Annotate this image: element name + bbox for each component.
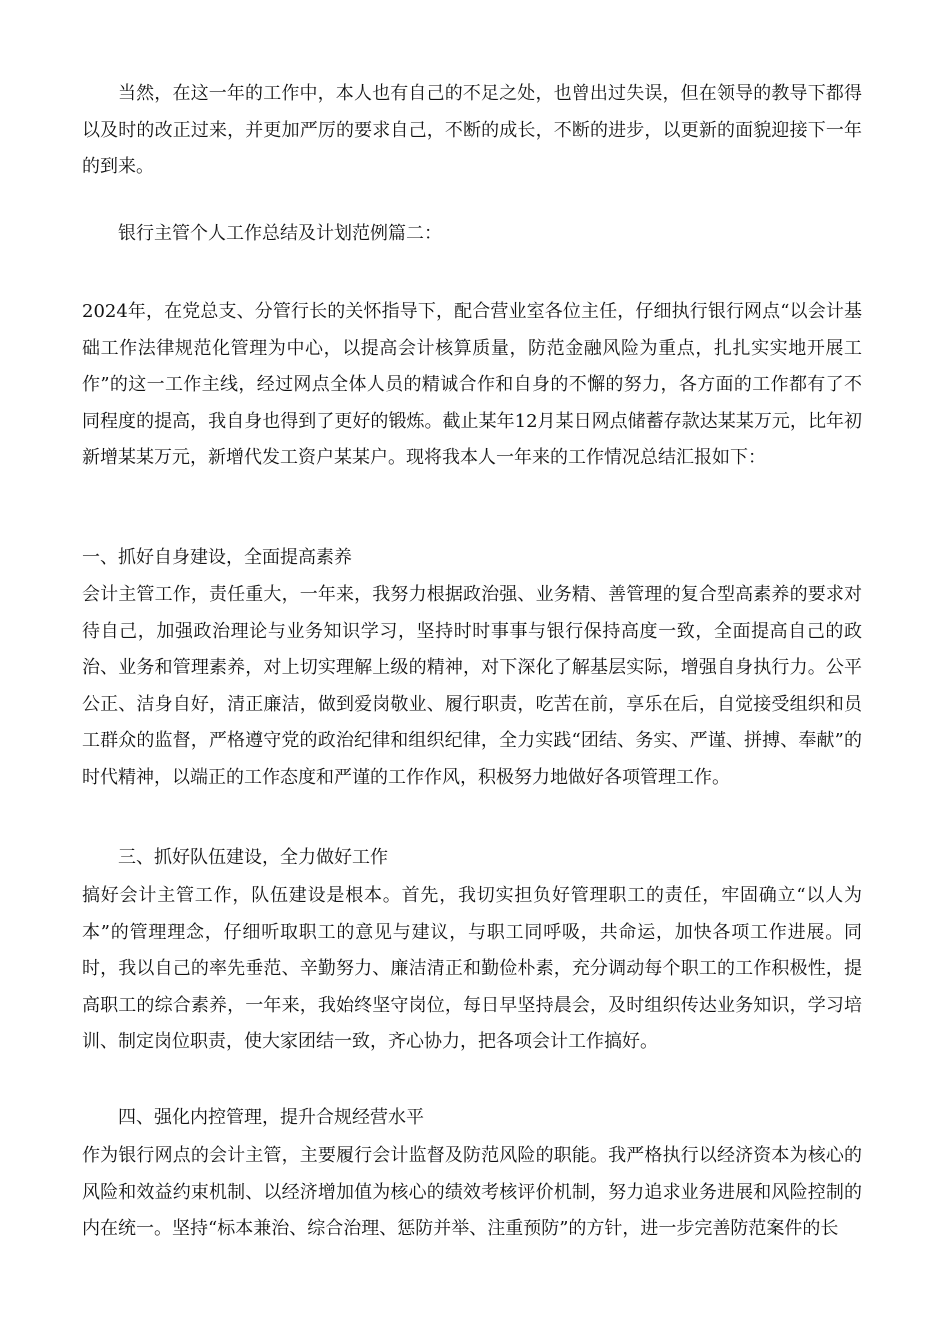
- paragraph-internal-control: 作为银行网点的会计主管，主要履行会计监督及防范风险的职能。我严格执行以经济资本为核心的风险和效益约束机制、以经济增加值为核心的绩效考核评价机制，努力追求业务进展和风险控制的内在统一。坚持“标本兼治、综合治理、惩防并举、注重预防”的方针，进一步完善防范案件的长: [82, 1145, 862, 1239]
- section-subtitle: 银行主管个人工作总结及计划范例篇二：: [118, 223, 442, 244]
- overview-paragraph: 2024年，在党总支、分管行长的关怀指导下，配合营业室各位主任，仔细执行银行网点“以会计基础工作法律规范化管理为中心，以提高会计核算质量，防范金融风险为重点，扎扎实实地开展工作”的这一工作主线，经过网点全体人员的精诚合作和自身的不懈的努力，各方面的工作都有了不同程度的提高，我自身也得到了更好的锻炼。截止某年12月某日网点储蓄存款达某某万元，比年初新增某某万元，新增代发工资户某某户。现将我本人一年来的工作情况总结汇报如下：: [82, 301, 862, 468]
- heading-team-building: 三、抓好队伍建设，全力做好工作: [118, 847, 388, 868]
- heading-internal-control: 四、强化内控管理，提升合规经营水平: [118, 1107, 424, 1128]
- paragraph-team-building: 搞好会计主管工作，队伍建设是根本。首先，我切实担负好管理职工的责任，牢固确立“以人为本”的管理理念，仔细听取职工的意见与建议，与职工同呼吸，共命运，加快各项工作进展。同时，我以自己的率先垂范、辛勤努力、廉洁清正和勤俭朴素，充分调动每个职工的工作积极性，提高职工的综合素养，一年来，我始终坚守岗位，每日早坚持晨会，及时组织传达业务知识，学习培训、制定岗位职责，使大家团结一致，齐心协力，把各项会计工作搞好。: [82, 885, 862, 1052]
- heading-self-building: 一、抓好自身建设，全面提高素养: [82, 547, 352, 568]
- paragraph-self-building: 会计主管工作，责任重大，一年来，我努力根据政治强、业务精、善管理的复合型高素养的要求对待自己，加强政治理论与业务知识学习，坚持时时事事与银行保持高度一致，全面提高自己的政治、业务和管理素养，对上切实理解上级的精神，对下深化了解基层实际，增强自身执行力。公平公正、洁身自好，清正廉洁，做到爱岗敬业、履行职责，吃苦在前，享乐在后，自觉接受组织和员工群众的监督，严格遵守党的政治纪律和组织纪律，全力实践“团结、务实、严谨、拼搏、奉献”的时代精神，以端正的工作态度和严谨的工作作风，积极努力地做好各项管理工作。: [82, 584, 862, 788]
- intro-paragraph: 当然，在这一年的工作中，本人也有自己的不足之处，也曾出过失误，但在领导的教导下都得以及时的改正过来，并更加严厉的要求自己，不断的成长，不断的进步，以更新的面貌迎接下一年的到来。: [82, 83, 862, 177]
